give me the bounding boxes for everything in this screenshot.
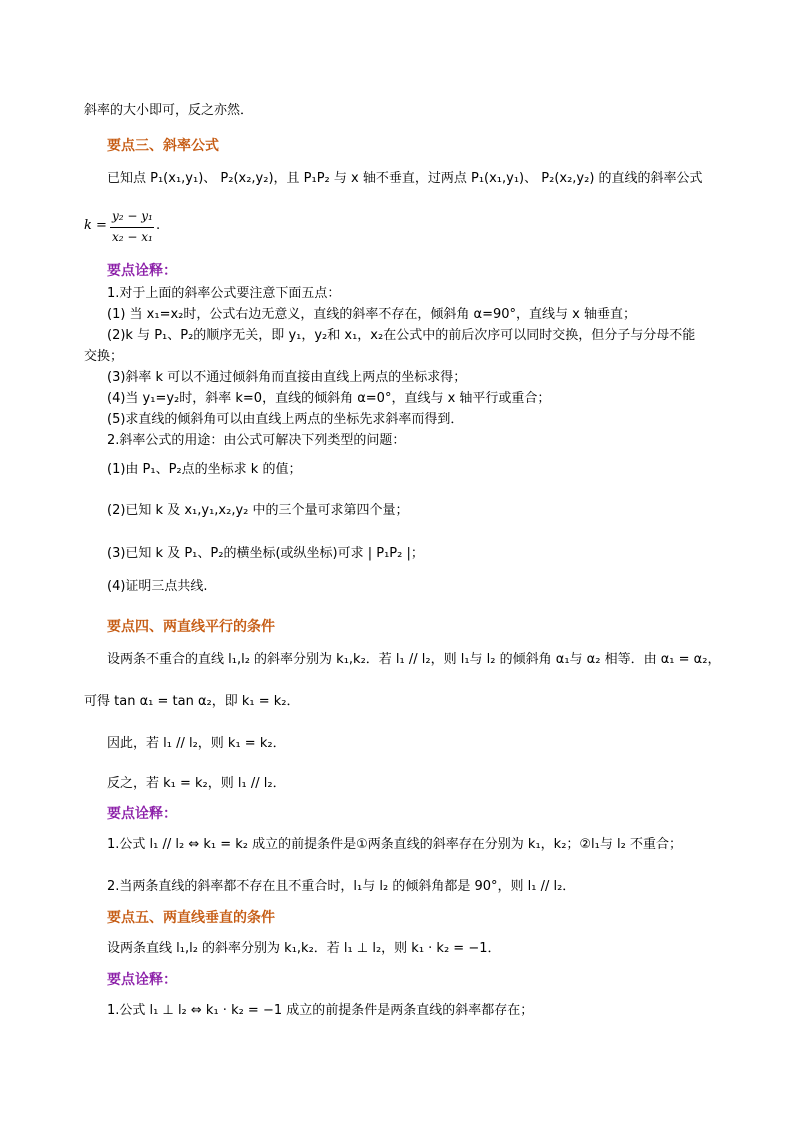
text-line: (3)已知 k 及 P₁、P₂的横坐标(或纵坐标)可求 | P₁P₂ |； — [107, 546, 424, 561]
text-line: (2)已知 k 及 x₁,y₁,x₂,y₂ 中的三个量可求第四个量； — [107, 503, 409, 518]
note-heading: 要点诠释： — [107, 972, 177, 988]
formula-denominator: x₂ − x₁ — [112, 230, 153, 244]
text-line: (1) 当 x₁=x₂时，公式右边无意义，直线的斜率不存在，倾斜角 α=90°，直线与 x 轴垂直； — [107, 307, 636, 322]
text-line: (2)k 与 P₁、P₂的顺序无关，即 y₁，y₂和 x₁，x₂在公式中的前后次序可以同时交换，但分子与分母不能 — [107, 328, 696, 343]
text-line: 斜率的大小即可，反之亦然． — [84, 103, 254, 118]
section-heading-perpendicular: 要点五、两直线垂直的条件 — [107, 910, 275, 926]
formula-k: k = — [84, 218, 107, 233]
text-line: (4)当 y₁=y₂时，斜率 k=0，直线的倾斜角 α=0°，直线与 x 轴平行或重合； — [107, 391, 551, 406]
note-heading: 要点诠释： — [107, 806, 177, 822]
formula-period: . — [156, 218, 161, 233]
text-line: (1)由 P₁、P₂点的坐标求 k 的值； — [107, 462, 302, 477]
text-line: 已知点 P₁(x₁,y₁)、 P₂(x₂,y₂)，且 P₁P₂ 与 x 轴不垂直，过两点 P₁(x₁,y₁)、 P₂(x₂,y₂) 的直线的斜率公式 — [107, 171, 703, 186]
text-line: 设两条不重合的直线 l₁,l₂ 的斜率分别为 k₁,k₂．若 l₁ // l₂，则 l₁与 l₂ 的倾斜角 α₁与 α₂ 相等．由 α₁ = α₂， — [107, 652, 721, 667]
text-line: (4)证明三点共线. — [107, 579, 208, 594]
text-line: 2.斜率公式的用途：由公式可解决下列类型的问题： — [107, 433, 406, 448]
text-line: 反之，若 k₁ = k₂，则 l₁ // l₂． — [107, 776, 286, 791]
text-line: 交换； — [84, 349, 124, 364]
text-line: 1.公式 l₁ // l₂ ⇔ k₁ = k₂ 成立的前提条件是①两条直线的斜率存在分别为 k₁，k₂；②l₁与 l₂ 不重合； — [107, 837, 682, 852]
text-line: 2.当两条直线的斜率都不存在且不重合时，l₁与 l₂ 的倾斜角都是 90°，则 l₁ // l₂． — [107, 879, 576, 894]
section-heading-parallel: 要点四、两直线平行的条件 — [107, 619, 275, 635]
text-line: 可得 tan α₁ = tan α₂，即 k₁ = k₂． — [84, 694, 300, 709]
fraction-bar — [110, 227, 154, 228]
text-line: (3)斜率 k 可以不通过倾斜角而直接由直线上两点的坐标求得； — [107, 370, 467, 385]
text-line: 1.对于上面的斜率公式要注意下面五点： — [107, 286, 341, 301]
note-heading: 要点诠释： — [107, 263, 177, 279]
formula-numerator: y₂ − y₁ — [112, 209, 153, 223]
text-line: 设两条直线 l₁,l₂ 的斜率分别为 k₁,k₂．若 l₁ ⊥ l₂，则 k₁ · k₂ = −1． — [107, 941, 501, 956]
section-heading-slope-formula: 要点三、斜率公式 — [107, 138, 219, 154]
text-line: 因此，若 l₁ // l₂，则 k₁ = k₂． — [107, 736, 286, 751]
text-line: (5)求直线的倾斜角可以由直线上两点的坐标先求斜率而得到． — [107, 412, 464, 427]
text-line: 1.公式 l₁ ⊥ l₂ ⇔ k₁ · k₂ = −1 成立的前提条件是两条直线的斜率都存在； — [107, 1003, 534, 1018]
